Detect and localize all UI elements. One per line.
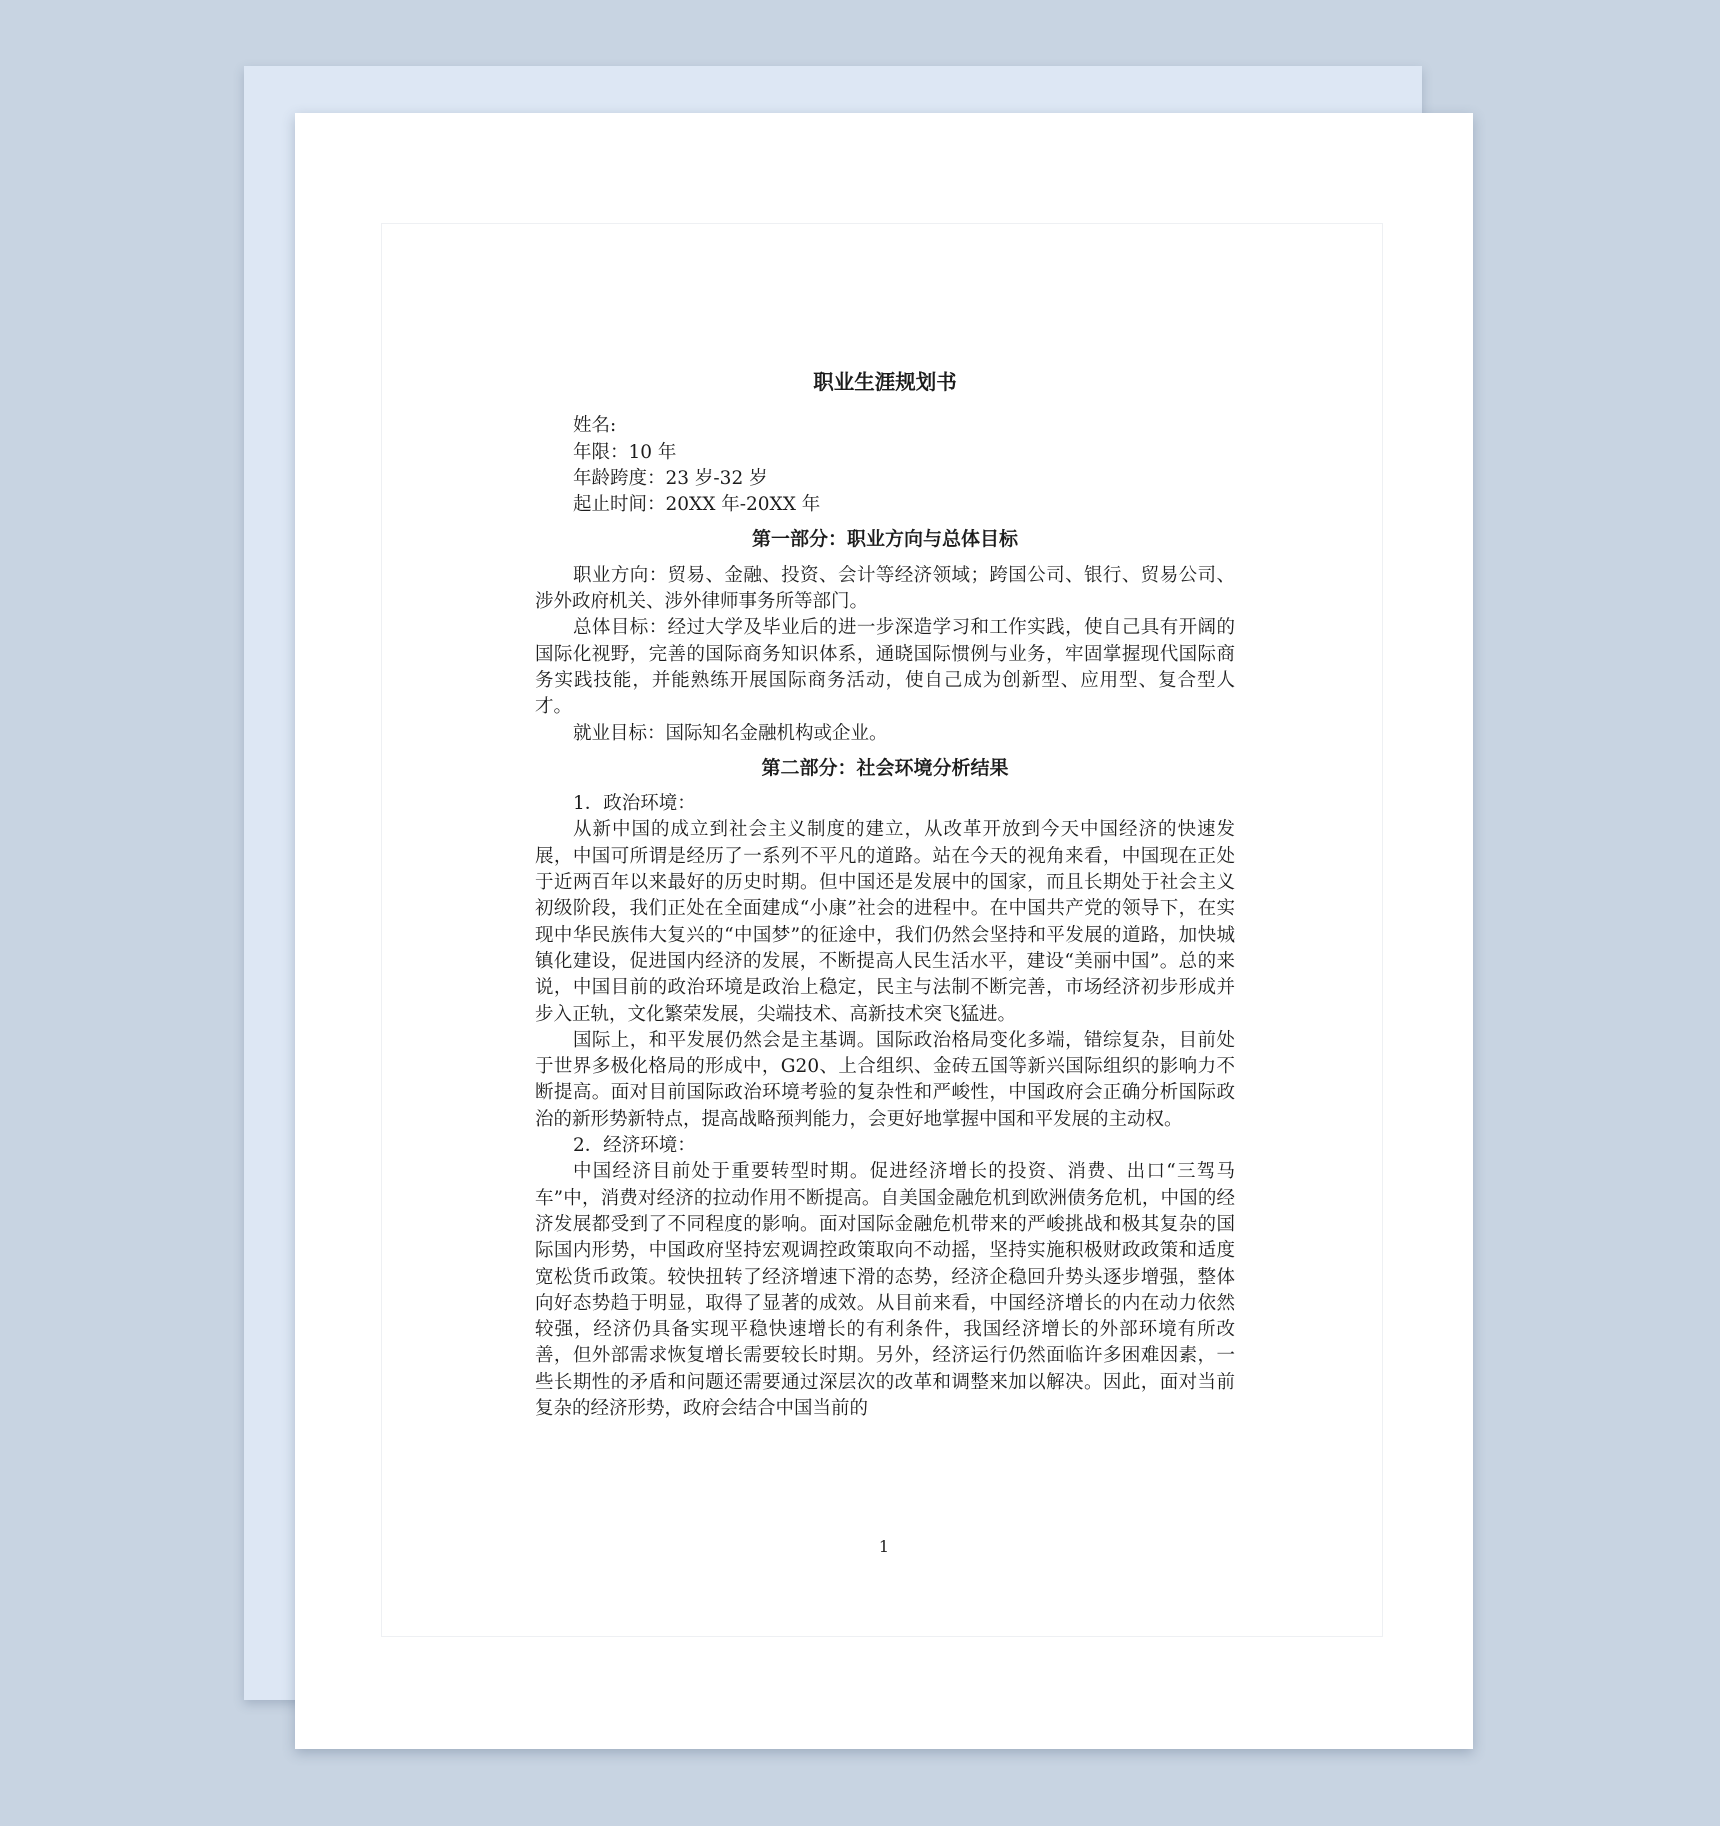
info-duration: 年限：10 年: [573, 441, 677, 463]
paragraph-overall-goal: 总体目标：经过大学及毕业后的进一步深造学习和工作实践，使自己具有开阔的国际化视野，完善的国际商务知识体系，通晓国际惯例与业务，牢固掌握现代国际商务实践技能，并能熟练开展国际商务活动，使自己成为创新型、应用型、复合型人才。: [535, 617, 1235, 718]
paragraph-career-direction: 职业方向：贸易、金融、投资、会计等经济领域；跨国公司、银行、贸易公司、涉外政府机关、涉外律师事务所等部门。: [535, 564, 1235, 613]
subheading-political: 1．政治环境：: [573, 793, 696, 815]
info-period: 起止时间：20XX 年-20XX 年: [573, 494, 821, 516]
paragraph-political-domestic: 从新中国的成立到社会主义制度的建立，从改革开放到今天中国经济的快速发展，中国可所谓是经历了一系列不平凡的道路。站在今天的视角来看，中国现在正处于近两百年以来最好的历史时期。但中国还是发展中的国家，而且长期处于社会主义初级阶段，我们正处在全面建成“小康”社会的进程中。在中国共产党的领导下，在实现中华民族伟大复兴的“中国梦”的征途中，我们仍然会坚持和平发展的道路，加快城镇化建设，促进国内经济的发展，不断提高人民生活水平，建设“美丽中国”。总的来说，中国目前的政治环境是政治上稳定，民主与法制不断完善，市场经济初步形成并步入正轨，文化繁荣发展，尖端技术、高新技术突飞猛进。: [535, 819, 1235, 1025]
page-number: 1: [878, 1537, 890, 1556]
paragraph-employment-goal: 就业目标：国际知名金融机构或企业。: [573, 722, 888, 744]
section-heading-part2: 第二部分：社会环境分析结果: [761, 756, 1009, 779]
document-page: [295, 113, 1473, 1749]
paragraph-economic: 中国经济目前处于重要转型时期。促进经济增长的投资、消费、出口“三驾马车”中，消费对经济的拉动作用不断提高。自美国金融危机到欧洲债务危机，中国的经济发展都受到了不同程度的影响。面对国际金融危机带来的严峻挑战和极其复杂的国际国内形势，中国政府坚持宏观调控政策取向不动摇，坚持实施积极财政政策和适度宽松货币政策。较快扭转了经济增速下滑的态势，经济企稳回升势头逐步增强，整体向好态势趋于明显，取得了显著的成效。从目前来看，中国经济增长的内在动力依然较强，经济仍具备实现平稳快速增长的有利条件，我国经济增长的外部环境有所改善，但外部需求恢复增长需要较长时期。另外，经济运行仍然面临许多困难因素，一些长期性的矛盾和问题还需要通过深层次的改革和调整来加以解决。因此，面对当前复杂的经济形势，政府会结合中国当前的: [535, 1161, 1235, 1419]
subheading-economic: 2．经济环境：: [573, 1135, 696, 1157]
info-block: [535, 413, 1235, 518]
document-title: 职业生涯规划书: [813, 370, 957, 394]
info-name: 姓名:: [573, 415, 617, 437]
info-age-span: 年龄跨度：23 岁-32 岁: [573, 467, 768, 489]
section-heading-part1: 第一部分：职业方向与总体目标: [751, 528, 1018, 551]
paragraph-political-international: 国际上，和平发展仍然会是主基调。国际政治格局变化多端，错综复杂，目前处于世界多极化格局的形成中，G20、上合组织、金砖五国等新兴国际组织的影响力不断提高。面对目前国际政治环境考验的复杂性和严峻性，中国政府会正确分析国际政治的新形势新特点，提高战略预判能力，会更好地掌握中国和平发展的主动权。: [535, 1029, 1235, 1130]
document-content: [535, 369, 1235, 1422]
